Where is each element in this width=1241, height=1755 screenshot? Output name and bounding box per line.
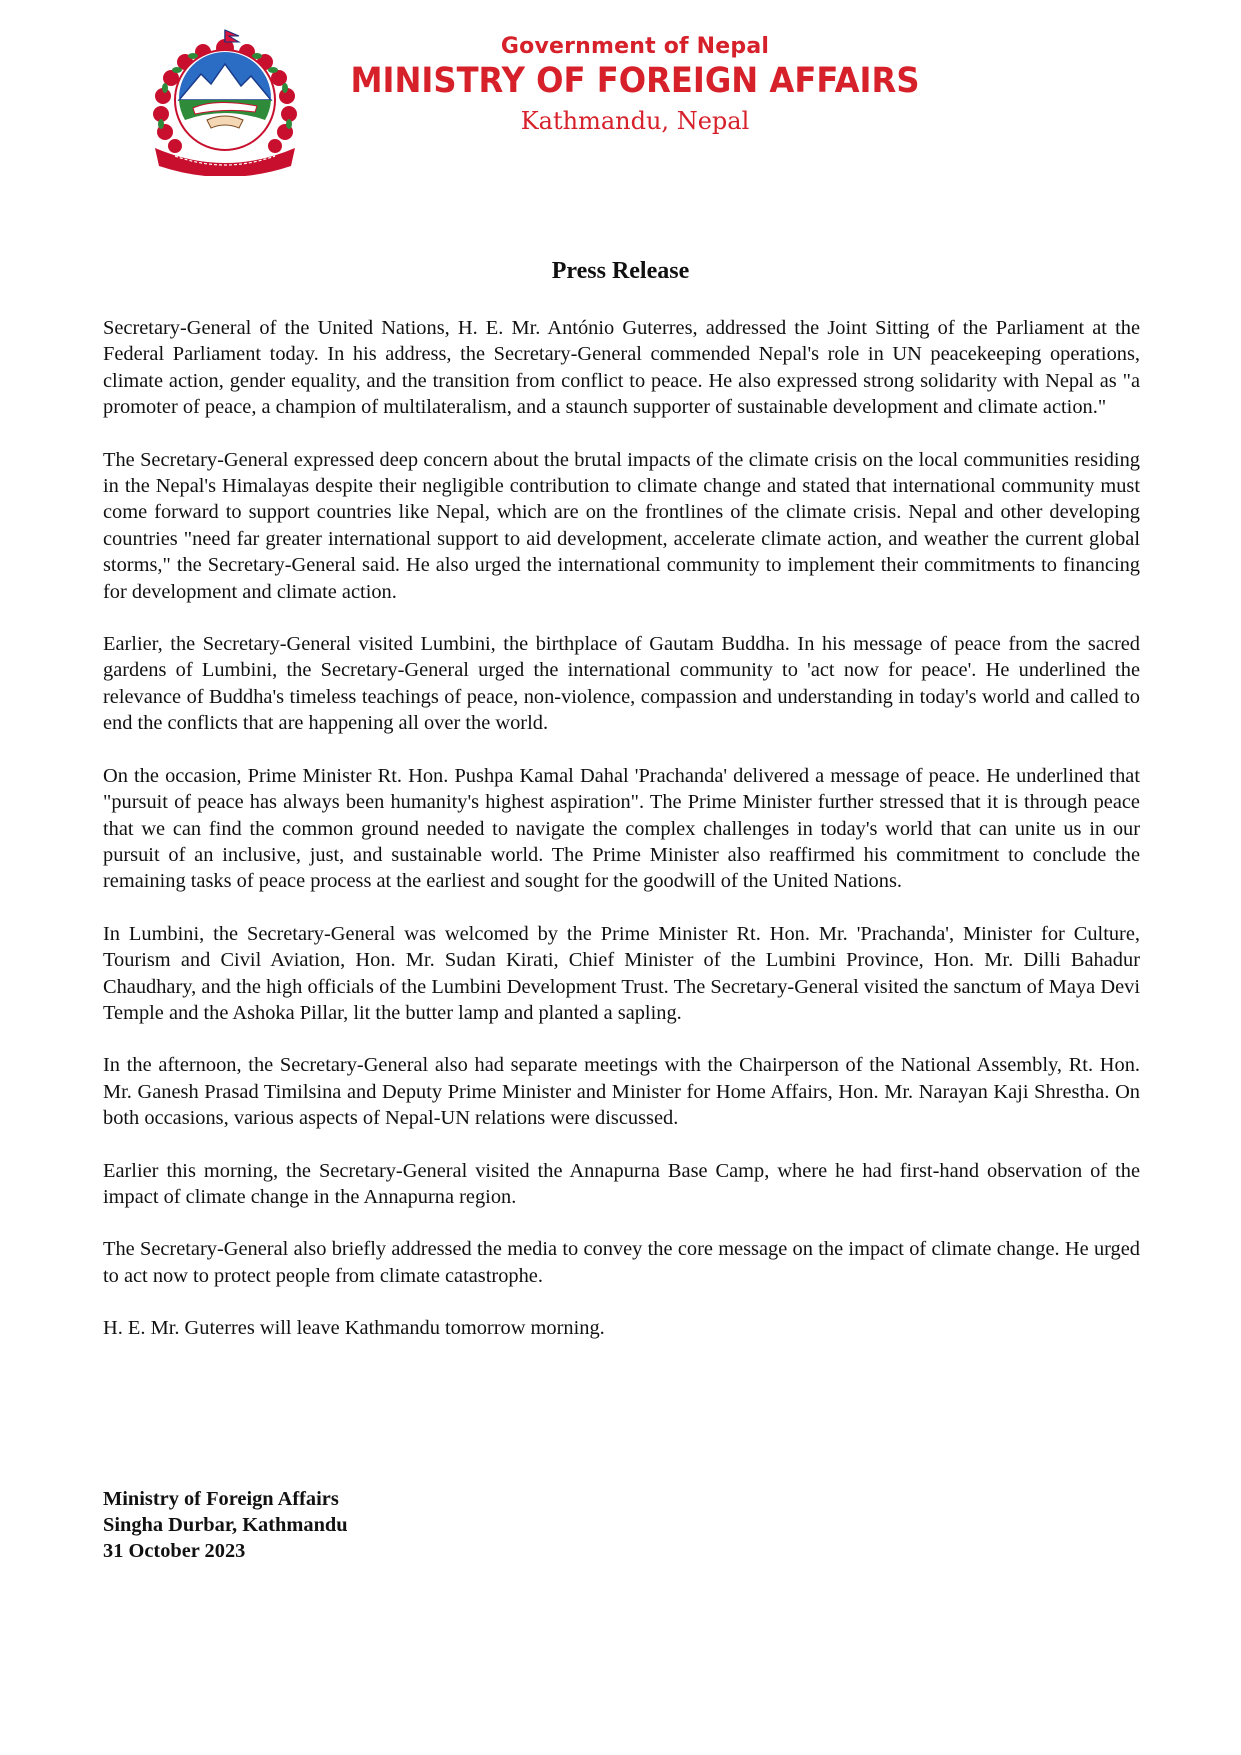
document-title: Press Release xyxy=(551,258,690,284)
ministry-name: MINISTRY OF FOREIGN AFFAIRS xyxy=(350,61,920,101)
paragraph: Earlier, the Secretary-General visited Lumbini, the birthplace of Gautam Buddha. In his message of peace from the sacred gardens of Lumbini, the Secretary-General urged the international community to 'act now for peace'. He underlined the relevance of Buddha's timeless teachings of peace, non-violence, compassion and understanding in today's world and called to end the conflicts that are happening all over the world. xyxy=(103,633,1140,735)
ministry-location: Kathmandu, Nepal xyxy=(520,107,750,135)
paragraph: H. E. Mr. Guterres will leave Kathmandu tomorrow morning. xyxy=(103,1317,605,1340)
letterhead-text xyxy=(325,28,945,135)
paragraph: In the afternoon, the Secretary-General also had separate meetings with the Chairperson of the National Assembly, Rt. Hon. Mr. Ganesh Prasad Timilsina and Deputy Prime Minister and Minister for Home Affairs, Hon. Mr. Narayan Kaji Shrestha. On both occasions, various aspects of Nepal-UN relations were discussed. xyxy=(103,1054,1140,1130)
paragraph: Secretary-General of the United Nations, H. E. Mr. António Guterres, addressed the Joint Sitting of the Parliament at the Federal Parliament today. In his address, the Secretary-General commended Nepal's role in UN peacekeeping operations, climate action, gender equality, and the transition from conflict to peace. He also expressed strong solidarity with Nepal as "a promoter of peace, a champion of multilateralism, and a staunch supporter of sustainable development and climate action." xyxy=(103,317,1140,419)
paragraph: Earlier this morning, the Secretary-General visited the Annapurna Base Camp, where he had first-hand observation of the impact of climate change in the Annapurna region. xyxy=(103,1159,1140,1208)
signature-organization: Ministry of Foreign Affairs xyxy=(103,1488,339,1510)
document-body xyxy=(103,315,1140,1368)
government-name: Government of Nepal xyxy=(500,34,770,59)
paragraph: The Secretary-General expressed deep concern about the brutal impacts of the climate crisis on the local communities residing in the Nepal's Himalayas despite their negligible contribution to climate change and stated that international community must come forward to support countries like Nepal, which are on the frontlines of the climate crisis. Nepal and other developing countries "need far greater international support to aid development, accelerate climate action, and weather the current global storms," the Secretary-General said. He also urged the international community to implement their commitments to financing for development and climate action. xyxy=(103,448,1140,603)
signature-address: Singha Durbar, Kathmandu xyxy=(103,1514,348,1536)
paragraph: On the occasion, Prime Minister Rt. Hon. Pushpa Kamal Dahal 'Prachanda' delivered a message of peace. He underlined that "pursuit of peace has always been humanity's highest aspiration". The Prime Minister further stressed that it is through peace that we can find the common ground needed to navigate the complex challenges in today's world that can unite us in our pursuit of an inclusive, just, and sustainable world. The Prime Minister also reaffirmed his commitment to conclude the remaining tasks of peace process at the earliest and sought for the goodwill of the United Nations. xyxy=(103,764,1140,893)
paragraph: In Lumbini, the Secretary-General was welcomed by the Prime Minister Rt. Hon. Mr. 'Prachanda', Minister for Culture, Tourism and Civil Aviation, Hon. Mr. Sudan Kirati, Chief Minister of the Lumbini Province, Hon. Mr. Dilli Bahadur Chaudhary, and the high officials of the Lumbini Development Trust. The Secretary-General visited the sanctum of Maya Devi Temple and the Ashoka Pillar, lit the butter lamp and planted a sapling. xyxy=(103,922,1140,1024)
nepal-emblem-icon xyxy=(145,28,305,176)
signature-block xyxy=(103,1486,348,1564)
letterhead xyxy=(145,28,945,168)
signature-date: 31 October 2023 xyxy=(103,1540,246,1562)
paragraph: The Secretary-General also briefly addressed the media to convey the core message on the impact of climate change. He urged to act now to protect people from climate catastrophe. xyxy=(103,1238,1140,1287)
